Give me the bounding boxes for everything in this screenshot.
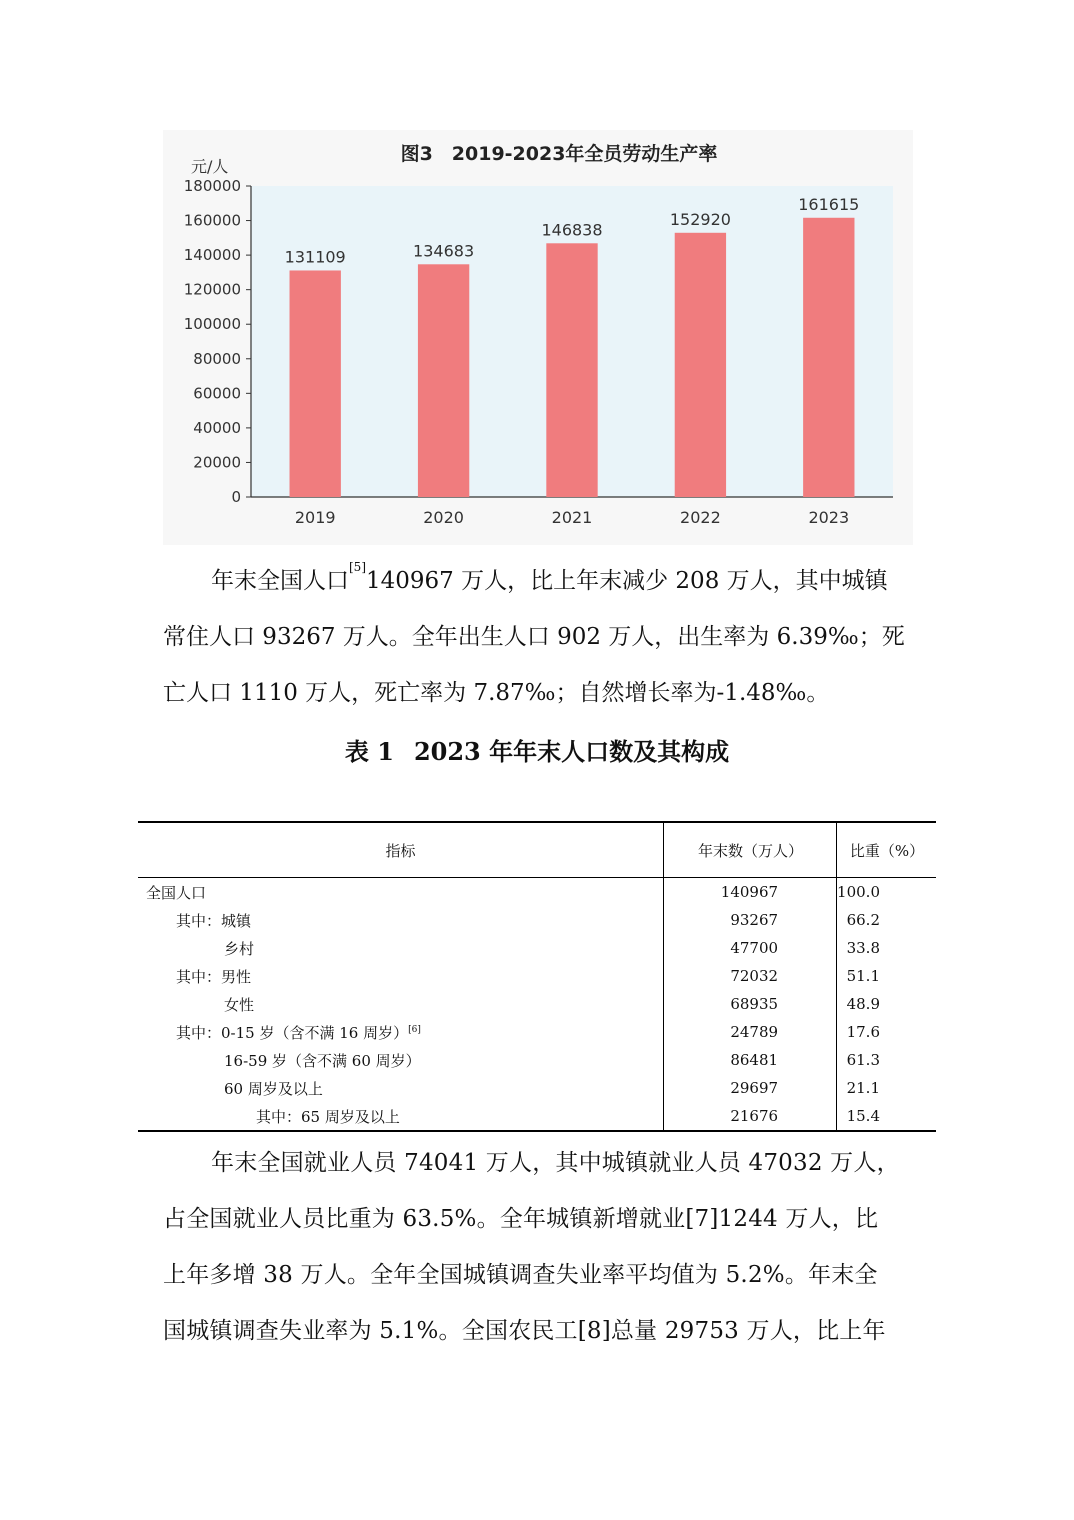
paragraph-line: 常住人口 93267 万人。全年出生人口 902 万人，出生率为 6.39‰；死 <box>163 624 905 650</box>
table-number: 表 1 <box>344 737 394 766</box>
y-tick-label: 60000 <box>193 384 241 403</box>
row-label: 乡村 <box>138 934 664 962</box>
y-tick-label: 80000 <box>193 349 241 368</box>
data-label: 161615 <box>798 194 860 214</box>
row-share: 21.1 <box>846 1079 880 1097</box>
x-tick-label: 2021 <box>551 508 593 527</box>
row-value: 86481 <box>664 1046 837 1074</box>
row-label: 女性 <box>138 990 664 1018</box>
row-value: 29697 <box>664 1074 837 1102</box>
data-label: 134683 <box>413 241 475 261</box>
table-row <box>138 934 936 962</box>
y-tick-label: 40000 <box>193 418 241 437</box>
row-value: 68935 <box>664 990 837 1018</box>
chart-canvas <box>163 130 913 545</box>
header-indicator: 指标 <box>138 822 664 878</box>
table-caption: 2023 年年末人口数及其构成 <box>413 737 730 766</box>
table-title <box>0 732 1074 767</box>
paragraph-line: 国城镇调查失业率为 5.1%。全国农民工[8]总量 29753 万人，比上年 <box>163 1318 886 1344</box>
row-share: 15.4 <box>837 1102 936 1131</box>
population-table <box>138 821 936 1132</box>
paragraph-line <box>163 553 923 609</box>
paragraph-line: 占全国就业人员比重为 63.5%。全年城镇新增就业[7]1244 万人，比 <box>163 1206 879 1232</box>
data-label: 146838 <box>541 220 603 240</box>
text-run: 140967 万人，比上年末减少 208 万人，其中城镇 <box>366 568 888 594</box>
paragraph-line: 亡人口 1110 万人，死亡率为 7.87‰；自然增长率为-1.48‰。 <box>163 680 830 706</box>
row-share: 66.2 <box>846 911 880 929</box>
paragraph-line: 上年多增 38 万人。全年全国城镇调查失业率平均值为 5.2%。年末全 <box>163 1262 878 1288</box>
row-value: 140967 <box>664 878 837 907</box>
y-tick-label: 100000 <box>183 315 241 334</box>
table-row <box>138 1018 936 1046</box>
row-value: 21676 <box>664 1102 837 1131</box>
population-paragraph <box>163 553 923 721</box>
x-tick-label: 2023 <box>808 508 850 527</box>
table-row <box>138 906 936 934</box>
chart-title: 图3 2019-2023年全员劳动生产率 <box>400 143 718 165</box>
text-run: 年末全国人口 <box>211 568 349 594</box>
y-tick-label: 160000 <box>183 211 241 230</box>
row-share: 17.6 <box>846 1023 880 1041</box>
row-share: 51.1 <box>846 967 880 985</box>
table-row <box>138 1102 936 1131</box>
row-label: 其中：城镇 <box>138 906 664 934</box>
x-tick-label: 2019 <box>294 508 336 527</box>
row-share: 48.9 <box>846 995 880 1013</box>
bar <box>675 233 726 497</box>
paragraph-line: 年末全国就业人员 74041 万人，其中城镇就业人员 47032 万人， <box>211 1150 900 1176</box>
row-label: 其中：65 周岁及以上 <box>138 1102 664 1131</box>
row-share: 61.3 <box>846 1051 880 1069</box>
bar <box>546 243 597 497</box>
header-share: 比重（%） <box>837 822 936 878</box>
productivity-chart <box>163 130 913 545</box>
footnote-ref: [5] <box>349 560 366 574</box>
table-row <box>138 962 936 990</box>
bar <box>290 270 341 497</box>
row-share: 100.0 <box>837 883 880 901</box>
row-label: 16-59 岁（含不满 60 周岁） <box>138 1046 664 1074</box>
y-tick-label: 0 <box>231 488 241 506</box>
chart-y-axis-label: 元/人 <box>191 157 229 176</box>
row-label: 全国人口 <box>138 878 664 907</box>
row-label <box>138 1018 664 1046</box>
table-row <box>138 1074 936 1102</box>
row-value: 24789 <box>664 1018 837 1046</box>
row-value: 47700 <box>664 934 837 962</box>
y-tick-label: 140000 <box>183 246 241 265</box>
row-label-text: 其中：0-15 岁（含不满 16 周岁） <box>176 1023 409 1042</box>
header-year-end-count: 年末数（万人） <box>664 822 837 878</box>
table-row <box>138 1046 936 1074</box>
data-label: 152920 <box>669 209 731 229</box>
row-value: 93267 <box>664 906 837 934</box>
table-row <box>138 878 936 907</box>
table-row <box>138 990 936 1018</box>
bar <box>418 264 469 497</box>
employment-paragraph <box>163 1135 923 1359</box>
y-tick-label: 20000 <box>193 453 241 472</box>
x-tick-label: 2020 <box>423 508 464 527</box>
y-tick-label: 120000 <box>183 280 241 299</box>
row-value: 72032 <box>664 962 837 990</box>
footnote-ref: [6] <box>408 1024 421 1035</box>
data-label: 131109 <box>284 247 346 267</box>
x-tick-label: 2022 <box>680 508 721 527</box>
row-label: 其中：男性 <box>138 962 664 990</box>
table-header-row <box>138 822 936 878</box>
bar <box>803 218 854 497</box>
row-label: 60 周岁及以上 <box>138 1074 664 1102</box>
y-tick-label: 180000 <box>183 177 241 195</box>
row-share: 33.8 <box>846 939 880 957</box>
